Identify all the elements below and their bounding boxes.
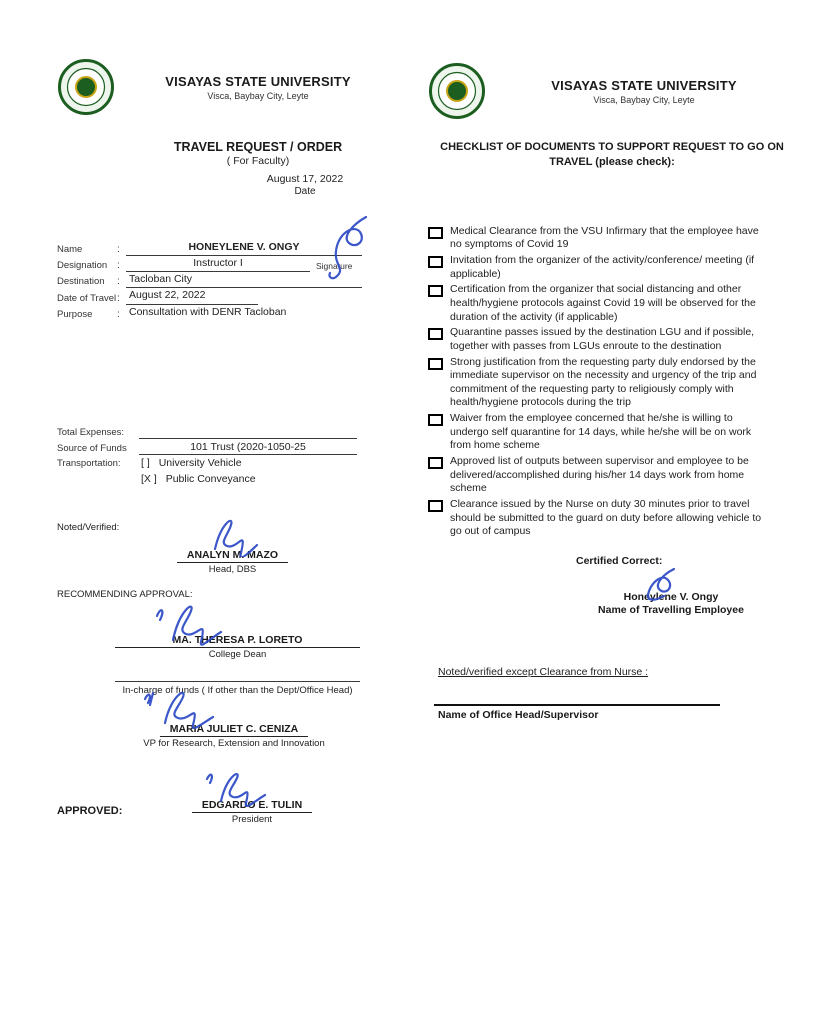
total-expenses-row xyxy=(57,425,357,440)
checklist-item-text: Approved list of outputs between supervisor and employee to be delivered/accomplished during his/her 14 days work from home scheme xyxy=(450,455,749,495)
vsu-seal-icon xyxy=(428,62,486,120)
colon: : xyxy=(117,260,120,272)
date-block xyxy=(239,173,371,197)
form-header xyxy=(57,58,395,116)
checklist-item-text: Strong justification from the requesting party duly endorsed by the immediate supervisor on the necessity and urgency of the trip and commitment of the requesting party to religiously comply with health/hygiene protocols during the trip xyxy=(450,355,757,409)
checklist-item-text: Clearance issued by the Nurse on duty 30 minutes prior to travel should be submitted to the guard on duty before allowing vehicle to go out of campus xyxy=(450,497,762,538)
checklist-item-waiver xyxy=(428,412,796,453)
university-address: Visca, Baybay City, Leyte xyxy=(593,94,695,105)
approved-section xyxy=(57,795,395,825)
colon: : xyxy=(117,308,120,320)
checklist-item-invitation xyxy=(428,254,796,281)
source-of-funds-value: 101 Trust (2020-1050-25 xyxy=(139,441,357,455)
source-of-funds-label: Source of Funds xyxy=(57,442,127,454)
field-label-date-of-travel: Date of Travel xyxy=(57,292,117,304)
transportation-row xyxy=(57,456,357,471)
supervisor-caption: Name of Office Head/Supervisor xyxy=(438,708,599,721)
form-title: TRAVEL REQUEST / ORDER xyxy=(173,140,343,154)
public-conveyance-label: Public Conveyance xyxy=(165,472,256,485)
vp-signatory-block xyxy=(79,719,389,749)
checklist-items xyxy=(428,225,796,539)
transport-option-university xyxy=(139,457,357,470)
checklist-item-approved-outputs xyxy=(428,455,796,496)
travelling-employee-caption: Name of Travelling Employee xyxy=(598,603,744,616)
incharge-signature-line xyxy=(115,680,360,682)
vp-signatory-title: VP for Research, Extension and Innovation xyxy=(143,737,325,749)
field-label-name: Name xyxy=(57,244,83,256)
checklist-item-justification xyxy=(428,356,796,411)
checklist-item-text: Waiver from the employee concerned that he/she is willing to undergo self quarantine for 14 days, while he/she will be on work from home scheme xyxy=(450,412,752,452)
approved-label: APPROVED: xyxy=(57,804,123,817)
date-value: August 17, 2022 xyxy=(266,173,344,185)
president-signatory-block xyxy=(157,795,347,825)
noted-exception-text: Noted/verified except Clearance from Nurse : xyxy=(438,665,649,678)
purpose-field xyxy=(126,306,362,320)
vp-signatory-name: MARIA JULIET C. CENIZA xyxy=(160,723,309,737)
field-label-purpose: Purpose xyxy=(57,308,93,320)
header-text xyxy=(121,74,395,101)
designation-value: Instructor I xyxy=(193,257,243,270)
checkbox[interactable] xyxy=(428,500,443,512)
designation-field xyxy=(126,257,310,272)
university-address: Visca, Baybay City, Leyte xyxy=(207,90,309,101)
form-fields xyxy=(57,241,362,321)
checklist-item-text: Certification from the organizer that social distancing and other health/hygiene protocols against Covid 19 will be observed for the duration of the activity (if applicable) xyxy=(450,283,756,323)
checklist-item-quarantine-passes xyxy=(428,326,796,353)
university-name: VISAYAS STATE UNIVERSITY xyxy=(165,73,351,89)
certified-correct-block xyxy=(566,555,776,616)
expenses-section xyxy=(57,425,357,486)
field-row-designation xyxy=(57,257,362,272)
checkbox[interactable] xyxy=(428,457,443,469)
checkbox[interactable] xyxy=(428,227,443,239)
transport-option-public xyxy=(139,473,357,486)
checklist-item-certification xyxy=(428,283,796,324)
purpose-value: Consultation with DENR Tacloban xyxy=(129,306,287,319)
destination-value: Tacloban City xyxy=(129,273,193,286)
date-label: Date xyxy=(294,186,316,197)
vsu-seal-icon xyxy=(57,58,115,116)
public-conveyance-checkbox[interactable]: [X ] xyxy=(141,472,157,485)
supervisor-signature-line xyxy=(434,704,720,706)
university-vehicle-checkbox[interactable]: [ ] xyxy=(141,457,150,469)
destination-field xyxy=(126,273,362,288)
certified-correct-label: Certified Correct: xyxy=(576,554,663,567)
checklist-item-nurse-clearance xyxy=(428,498,796,539)
checkbox[interactable] xyxy=(428,358,443,370)
university-vehicle-label: University Vehicle xyxy=(158,457,242,469)
dean-signatory-name: MA. THERESA P. LORETO xyxy=(115,634,360,648)
transportation-row-2 xyxy=(57,471,357,486)
total-expenses-line xyxy=(139,438,357,439)
field-row-purpose xyxy=(57,306,362,321)
university-name: VISAYAS STATE UNIVERSITY xyxy=(551,77,737,93)
recommending-approval-label: RECOMMENDING APPROVAL: xyxy=(57,588,193,600)
colon: : xyxy=(117,292,120,304)
checklist-item-medical-clearance xyxy=(428,225,796,252)
field-row-date-of-travel xyxy=(57,289,362,304)
date-of-travel-value: August 22, 2022 xyxy=(129,289,206,302)
name-field xyxy=(126,241,362,256)
name-value: HONEYLENE V. ONGY xyxy=(188,241,300,253)
date-of-travel-field xyxy=(126,289,258,304)
field-label-designation: Designation xyxy=(57,260,108,272)
field-row-destination xyxy=(57,273,362,288)
signature-caption: Signature xyxy=(316,261,353,272)
checkbox[interactable] xyxy=(428,285,443,297)
checkbox[interactable] xyxy=(428,414,443,426)
header-text xyxy=(492,78,796,105)
noted-signatory-title: Head, DBS xyxy=(208,563,257,575)
noted-verified-label: Noted/Verified: xyxy=(57,521,120,533)
checklist-title: CHECKLIST OF DOCUMENTS TO SUPPORT REQUEST TO GO ON TRAVEL (please check): xyxy=(440,141,784,169)
colon: : xyxy=(117,244,120,256)
checklist-header xyxy=(428,62,796,120)
colon: : xyxy=(117,276,120,288)
president-signatory-name: EDGARDO E. TULIN xyxy=(192,799,312,813)
field-row-name xyxy=(57,241,362,256)
transportation-label: Transportation: xyxy=(57,458,121,469)
checkbox[interactable] xyxy=(428,256,443,268)
source-of-funds-row xyxy=(57,440,357,455)
checklist-item-text: Quarantine passes issued by the destination LGU and if possible, together with passes from LGUs enroute to the destination xyxy=(450,326,755,352)
checklist-form xyxy=(428,62,796,721)
noted-signatory-block xyxy=(145,545,320,575)
dean-signatory-block xyxy=(115,634,360,660)
travel-request-form xyxy=(57,58,395,825)
transportation-spacer xyxy=(57,485,139,486)
noted-signatory-name: ANALYN M. MAZO xyxy=(177,549,288,563)
checklist-item-text: Medical Clearance from the VSU Infirmary that the employee have no symptoms of Covid 19 xyxy=(450,224,759,251)
total-expenses-label: Total Expenses: xyxy=(57,427,125,438)
president-signatory-title: President xyxy=(231,813,273,825)
incharge-caption: In-charge of funds ( If other than the Dept/Office Head) xyxy=(122,684,353,696)
form-subtitle: ( For Faculty) xyxy=(226,155,290,167)
travelling-employee-name: Honeylene V. Ongy xyxy=(623,590,719,603)
field-label-destination: Destination xyxy=(57,276,105,288)
dean-signatory-title: College Dean xyxy=(208,648,267,660)
checklist-item-text: Invitation from the organizer of the activity/conference/ meeting (if applicable) xyxy=(450,254,755,280)
checkbox[interactable] xyxy=(428,328,443,340)
